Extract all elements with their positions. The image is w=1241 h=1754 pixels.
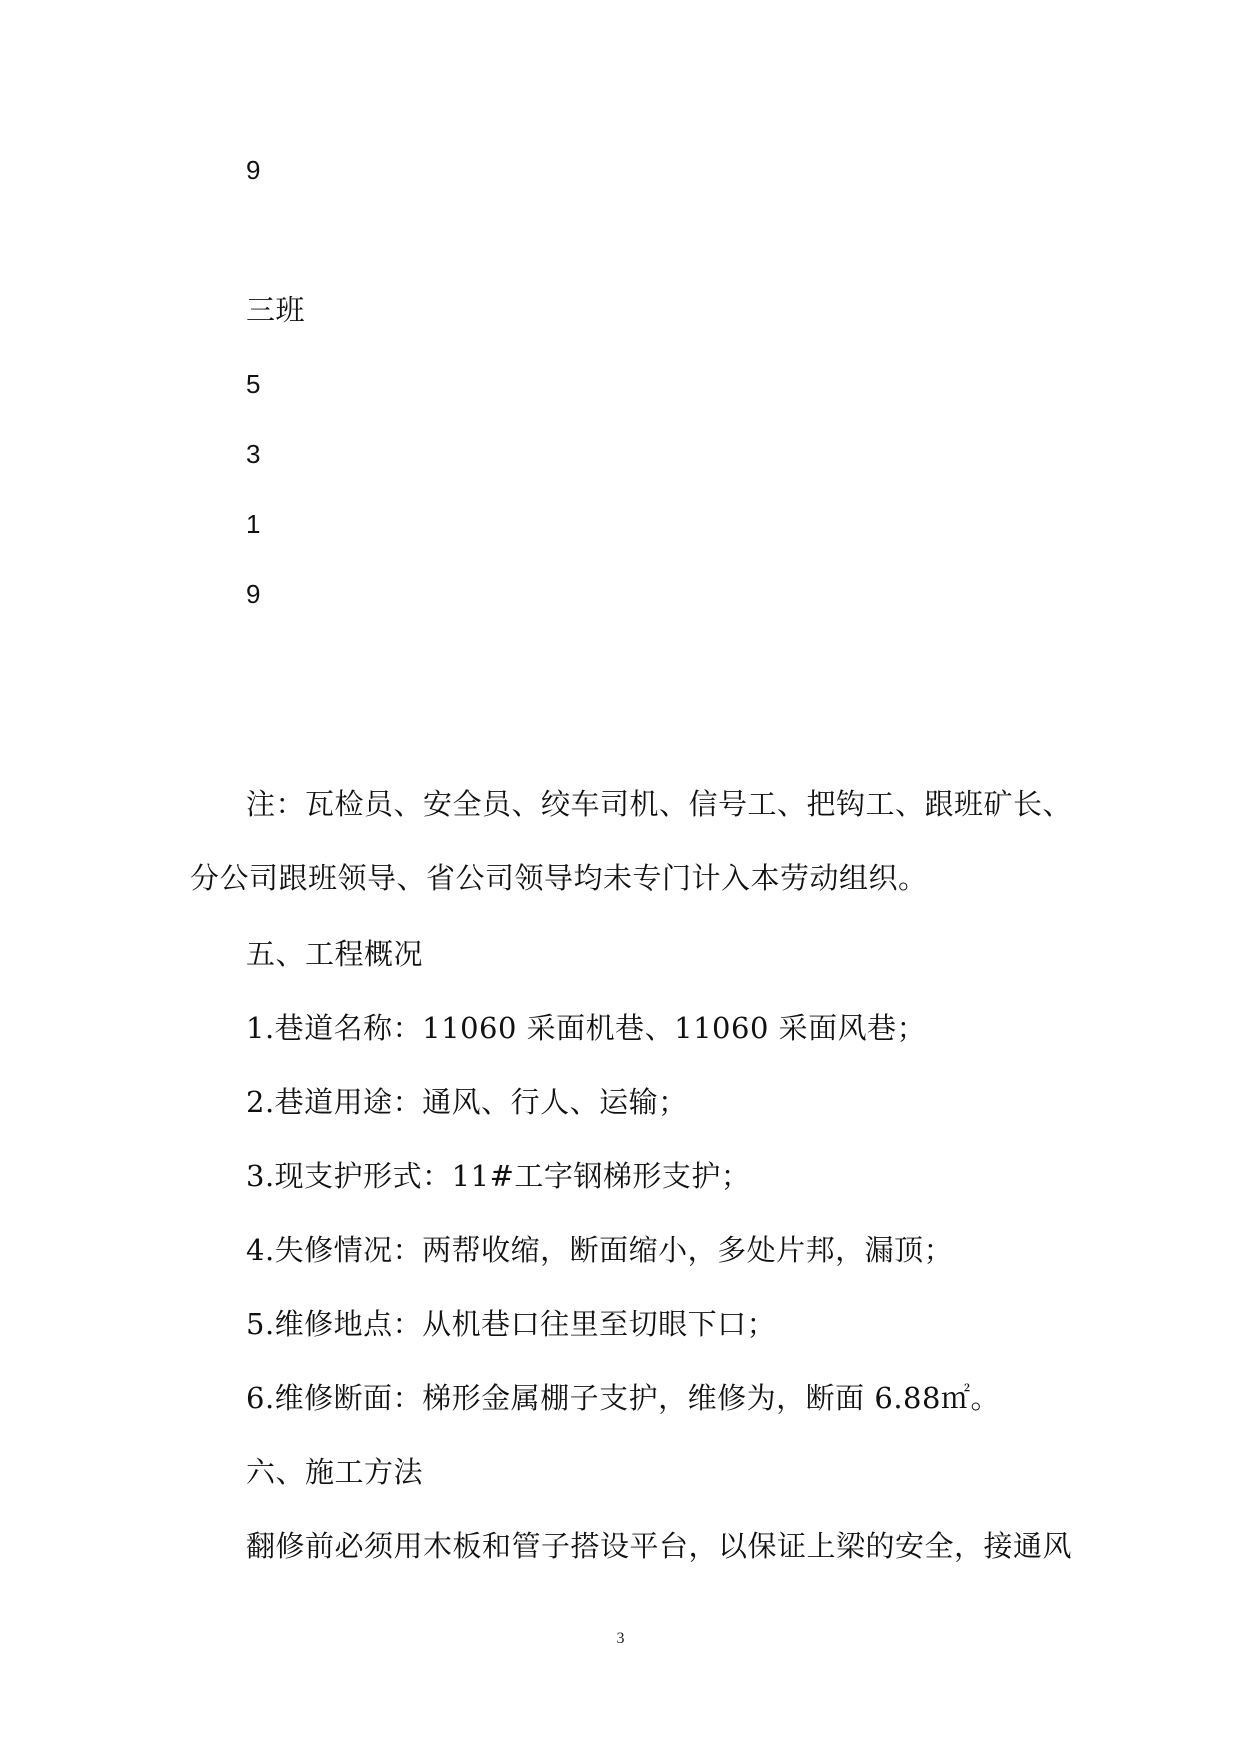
section-heading: 六、施工方法 [246,1455,424,1489]
list-item: 3.现支护形式：11#工字钢梯形支护； [246,1159,751,1193]
list-item: 4.失修情况：两帮收缩，断面缩小，多处片邦，漏顶； [246,1233,954,1267]
page-number: 3 [616,1630,625,1647]
list-item: 5.维修地点：从机巷口往里至切眼下口； [246,1307,777,1341]
table-cell-value: 5 [246,369,261,399]
note-line: 注：瓦检员、安全员、绞车司机、信号工、把钩工、跟班矿长、 [246,787,1073,821]
note-line: 分公司跟班领导、省公司领导均未专门计入本劳动组织。 [190,861,928,895]
table-cell-value: 3 [246,439,261,469]
list-item: 1.巷道名称：11060 采面机巷、11060 采面风巷； [246,1011,927,1045]
table-cell-value: 9 [246,155,261,185]
list-item: 2.巷道用途：通风、行人、运输； [246,1085,688,1119]
table-cell-value: 9 [246,579,261,609]
table-cell-value: 1 [246,509,261,539]
paragraph-line: 翻修前必须用木板和管子搭设平台，以保证上梁的安全，接通风 [246,1529,1073,1563]
section-heading: 五、工程概况 [246,937,424,971]
table-row-label: 三班 [246,293,306,327]
list-item: 6.维修断面：梯形金属棚子支护，维修为，断面 6.88㎡。 [246,1381,1000,1415]
